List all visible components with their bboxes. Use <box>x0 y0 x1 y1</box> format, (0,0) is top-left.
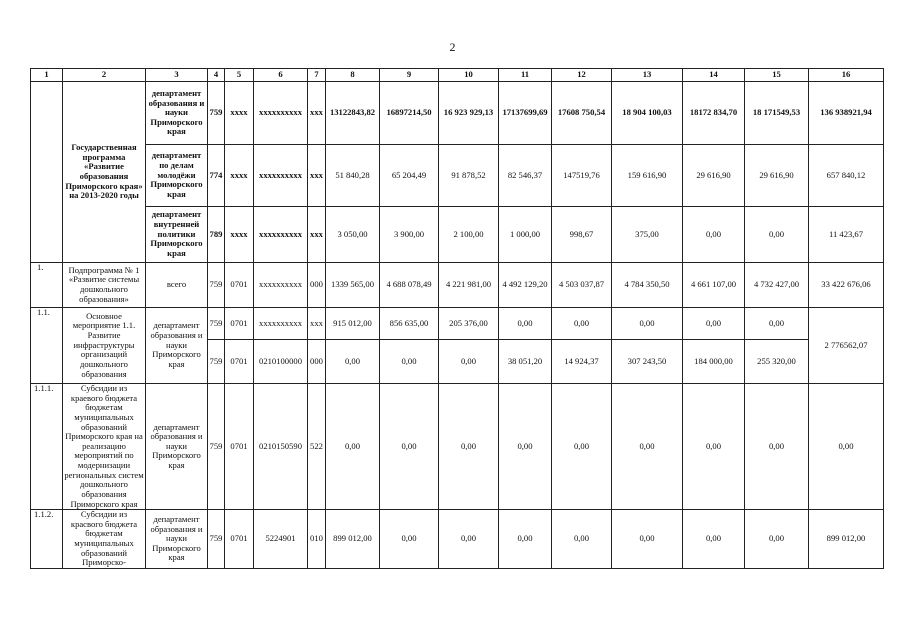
vr: xxx <box>308 207 326 263</box>
vr: 522 <box>308 384 326 510</box>
grbs: 774 <box>208 145 225 207</box>
value-cell: 4 688 078,49 <box>380 263 439 308</box>
value-cell: 899 012,00 <box>809 510 884 569</box>
grbs: 789 <box>208 207 225 263</box>
csr: xxxxxxxxxx <box>254 145 308 207</box>
vr: xxx <box>308 145 326 207</box>
value-cell: 159 616,90 <box>612 145 683 207</box>
rz-pr: xxxx <box>225 145 254 207</box>
value-cell: 0,00 <box>745 384 809 510</box>
value-cell: 13122843,82 <box>326 82 380 145</box>
grbs: 759 <box>208 510 225 569</box>
value-cell: 18 171549,53 <box>745 82 809 145</box>
col-header: 15 <box>745 69 809 82</box>
value-cell: 51 840,28 <box>326 145 380 207</box>
value-cell: 3 900,00 <box>380 207 439 263</box>
col-header: 12 <box>552 69 612 82</box>
grbs: 759 <box>208 384 225 510</box>
value-cell: 0,00 <box>326 340 380 384</box>
header-row <box>31 69 884 82</box>
value-cell: 255 320,00 <box>745 340 809 384</box>
col-header: 16 <box>809 69 884 82</box>
value-cell: 91 878,52 <box>439 145 499 207</box>
value-cell: 205 376,00 <box>439 308 499 340</box>
grbs: 759 <box>208 82 225 145</box>
value-cell: 2 100,00 <box>439 207 499 263</box>
grbs: 759 <box>208 308 225 340</box>
table-row <box>31 263 884 308</box>
value-cell: 16 923 929,13 <box>439 82 499 145</box>
csr: xxxxxxxxxx <box>254 82 308 145</box>
value-cell: 0,00 <box>552 384 612 510</box>
value-cell: 33 422 676,06 <box>809 263 884 308</box>
rz-pr: 0701 <box>225 308 254 340</box>
value-cell: 0,00 <box>439 340 499 384</box>
value-cell: 147519,76 <box>552 145 612 207</box>
value-cell: 4 221 981,00 <box>439 263 499 308</box>
value-cell: 29 616,90 <box>683 145 745 207</box>
value-cell: 82 546,37 <box>499 145 552 207</box>
value-cell: 0,00 <box>745 207 809 263</box>
value-cell: 65 204,49 <box>380 145 439 207</box>
rz-pr: xxxx <box>225 207 254 263</box>
value-cell: 657 840,12 <box>809 145 884 207</box>
value-cell: 0,00 <box>683 207 745 263</box>
value-cell: 2 776562,07 <box>809 308 884 384</box>
value-cell: 915 012,00 <box>326 308 380 340</box>
rz-pr: 0701 <box>225 340 254 384</box>
rz-pr: 0701 <box>225 263 254 308</box>
col-header: 6 <box>254 69 308 82</box>
measure-name: Основное мероприятие 1.1. Развитие инфраструктуры организаций дошкольного образования <box>63 308 146 384</box>
csr: 5224901 <box>254 510 308 569</box>
table-row <box>31 145 884 207</box>
vr: 010 <box>308 510 326 569</box>
value-cell: 184 000,00 <box>683 340 745 384</box>
rz-pr: 0701 <box>225 510 254 569</box>
col-header: 1 <box>31 69 63 82</box>
value-cell: 4 492 129,20 <box>499 263 552 308</box>
value-cell: 17608 750,54 <box>552 82 612 145</box>
value-cell: 4 661 107,00 <box>683 263 745 308</box>
col-header: 2 <box>63 69 146 82</box>
value-cell: 0,00 <box>745 510 809 569</box>
row-number: 1. <box>31 263 63 308</box>
value-cell: 0,00 <box>809 384 884 510</box>
col-header: 7 <box>308 69 326 82</box>
value-cell: 0,00 <box>612 384 683 510</box>
table-row <box>31 308 884 340</box>
col-header: 13 <box>612 69 683 82</box>
grbs: 759 <box>208 340 225 384</box>
col-header: 14 <box>683 69 745 82</box>
csr: xxxxxxxxxx <box>254 207 308 263</box>
value-cell: 0,00 <box>499 384 552 510</box>
col-header: 10 <box>439 69 499 82</box>
vr: xxx <box>308 82 326 145</box>
col-header: 8 <box>326 69 380 82</box>
value-cell: 11 423,67 <box>809 207 884 263</box>
value-cell: 0,00 <box>745 308 809 340</box>
value-cell: 0,00 <box>612 510 683 569</box>
value-cell: 3 050,00 <box>326 207 380 263</box>
value-cell: 0,00 <box>499 510 552 569</box>
value-cell: 38 051,20 <box>499 340 552 384</box>
value-cell: 0,00 <box>380 384 439 510</box>
value-cell: 0,00 <box>552 510 612 569</box>
executor: департамент внутренней политики Приморского края <box>146 207 208 263</box>
value-cell: 0,00 <box>683 510 745 569</box>
vr: 000 <box>308 263 326 308</box>
row-number: 1.1.1. <box>31 384 63 510</box>
col-header: 11 <box>499 69 552 82</box>
vr: 000 <box>308 340 326 384</box>
value-cell: 29 616,90 <box>745 145 809 207</box>
row-number: 1.1. <box>31 308 63 384</box>
value-cell: 0,00 <box>326 384 380 510</box>
budget-table <box>30 68 884 569</box>
value-cell: 18 904 100,03 <box>612 82 683 145</box>
executor: департамент образования и науки Приморского края <box>146 510 208 569</box>
executor: департамент по делам молодёжи Приморского края <box>146 145 208 207</box>
value-cell: 307 243,50 <box>612 340 683 384</box>
program-name: Государственная программа «Развитие образования Приморского края» на 2013-2020 годы <box>63 82 146 263</box>
value-cell: 899 012,00 <box>326 510 380 569</box>
row-number: 1.1.2. <box>31 510 63 569</box>
col-header: 9 <box>380 69 439 82</box>
table-row <box>31 82 884 145</box>
col-header: 4 <box>208 69 225 82</box>
value-cell: 0,00 <box>683 384 745 510</box>
value-cell: 0,00 <box>552 308 612 340</box>
value-cell: 4 503 037,87 <box>552 263 612 308</box>
executor: департамент образования и науки Приморского края <box>146 82 208 145</box>
rz-pr: 0701 <box>225 384 254 510</box>
csr: xxxxxxxxxx <box>254 263 308 308</box>
vr: xxx <box>308 308 326 340</box>
value-cell: 0,00 <box>683 308 745 340</box>
value-cell: 0,00 <box>612 308 683 340</box>
col-header: 3 <box>146 69 208 82</box>
rz-pr: xxxx <box>225 82 254 145</box>
value-cell: 375,00 <box>612 207 683 263</box>
row-number <box>31 82 63 263</box>
measure-name: Субсидии из краевого бюджета бюджетам муниципальных образований Приморского края на реализацию мероприятий по модернизации региональных систем дошкольного образования Приморского края <box>64 383 144 509</box>
executor: департамент образования и науки Приморского края <box>146 384 208 510</box>
value-cell: 0,00 <box>380 340 439 384</box>
csr: 0210150590 <box>254 384 308 510</box>
subprogram-name: Подпрограмма № 1 «Развитие системы дошкольного образования» <box>63 263 146 308</box>
value-cell: 0,00 <box>439 384 499 510</box>
value-cell: 0,00 <box>380 510 439 569</box>
value-cell: 136 938921,94 <box>809 82 884 145</box>
measure-name: Субсидии из красвого бюджета бюджетам муниципальных образований Приморско- <box>63 510 146 569</box>
value-cell: 4 784 350,50 <box>612 263 683 308</box>
grbs: 759 <box>208 263 225 308</box>
value-cell: 4 732 427,00 <box>745 263 809 308</box>
value-cell: 856 635,00 <box>380 308 439 340</box>
page-number: 2 <box>449 40 456 54</box>
value-cell: 14 924,37 <box>552 340 612 384</box>
csr: xxxxxxxxxx <box>254 308 308 340</box>
value-cell: 998,67 <box>552 207 612 263</box>
csr: 0210100000 <box>254 340 308 384</box>
value-cell: 1 000,00 <box>499 207 552 263</box>
value-cell: 18172 834,70 <box>683 82 745 145</box>
table-row <box>31 207 884 263</box>
value-cell: 17137699,69 <box>499 82 552 145</box>
table-row <box>31 510 884 569</box>
value-cell: 1339 565,00 <box>326 263 380 308</box>
executor: департамент образования и науки Приморского края <box>146 308 208 384</box>
col-header: 5 <box>225 69 254 82</box>
value-cell: 0,00 <box>439 510 499 569</box>
executor: всего <box>146 263 208 308</box>
value-cell: 16897214,50 <box>380 82 439 145</box>
table-row <box>31 384 884 510</box>
value-cell: 0,00 <box>499 308 552 340</box>
